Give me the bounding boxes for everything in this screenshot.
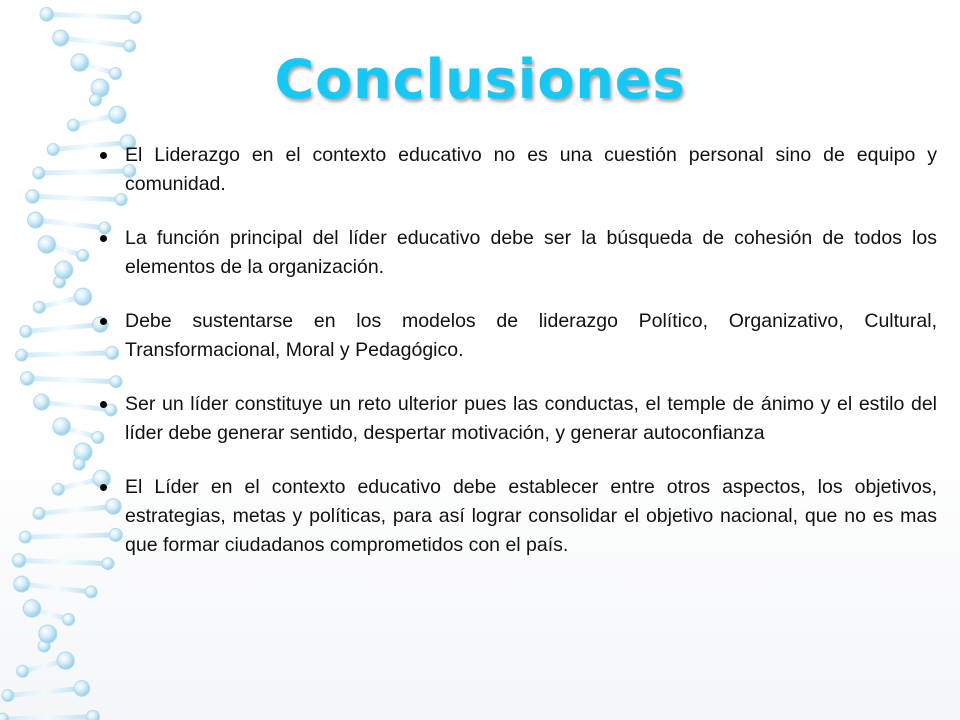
bullet-item: [100, 473, 937, 560]
bullet-list: [100, 141, 937, 585]
bullet-item: [100, 307, 937, 365]
bullet-item: [100, 141, 937, 199]
bullet-text: La función principal del líder educativo debe ser la búsqueda de cohesión de todos los elementos de la organización.: [125, 227, 937, 278]
bullet-dot-icon: [100, 235, 107, 242]
bullet-item: [100, 224, 937, 282]
slide-title: Conclusiones: [274, 48, 686, 111]
bullet-dot-icon: [100, 152, 107, 159]
bullet-dot-icon: [100, 484, 107, 491]
bullet-item: [100, 390, 937, 448]
bullet-text: Ser un líder constituye un reto ulterior pues las conductas, el temple de ánimo y el estilo del líder debe generar sentido, despertar motivación, y generar autoconfianza: [125, 393, 937, 444]
bullet-dot-icon: [100, 401, 107, 408]
bullet-dot-icon: [100, 318, 107, 325]
bullet-text: El Líder en el contexto educativo debe establecer entre otros aspectos, los objetivos, estrategias, metas y políticas, para así lograr consolidar el objetivo nacional, que no es mas que formar ciudadanos comprometidos con el país.: [125, 476, 937, 556]
bullet-text: El Liderazgo en el contexto educativo no es una cuestión personal sino de equipo y comunidad.: [125, 144, 937, 195]
bullet-text: Debe sustentarse en los modelos de liderazgo Político, Organizativo, Cultural, Transformacional, Moral y Pedagógico.: [125, 310, 937, 361]
